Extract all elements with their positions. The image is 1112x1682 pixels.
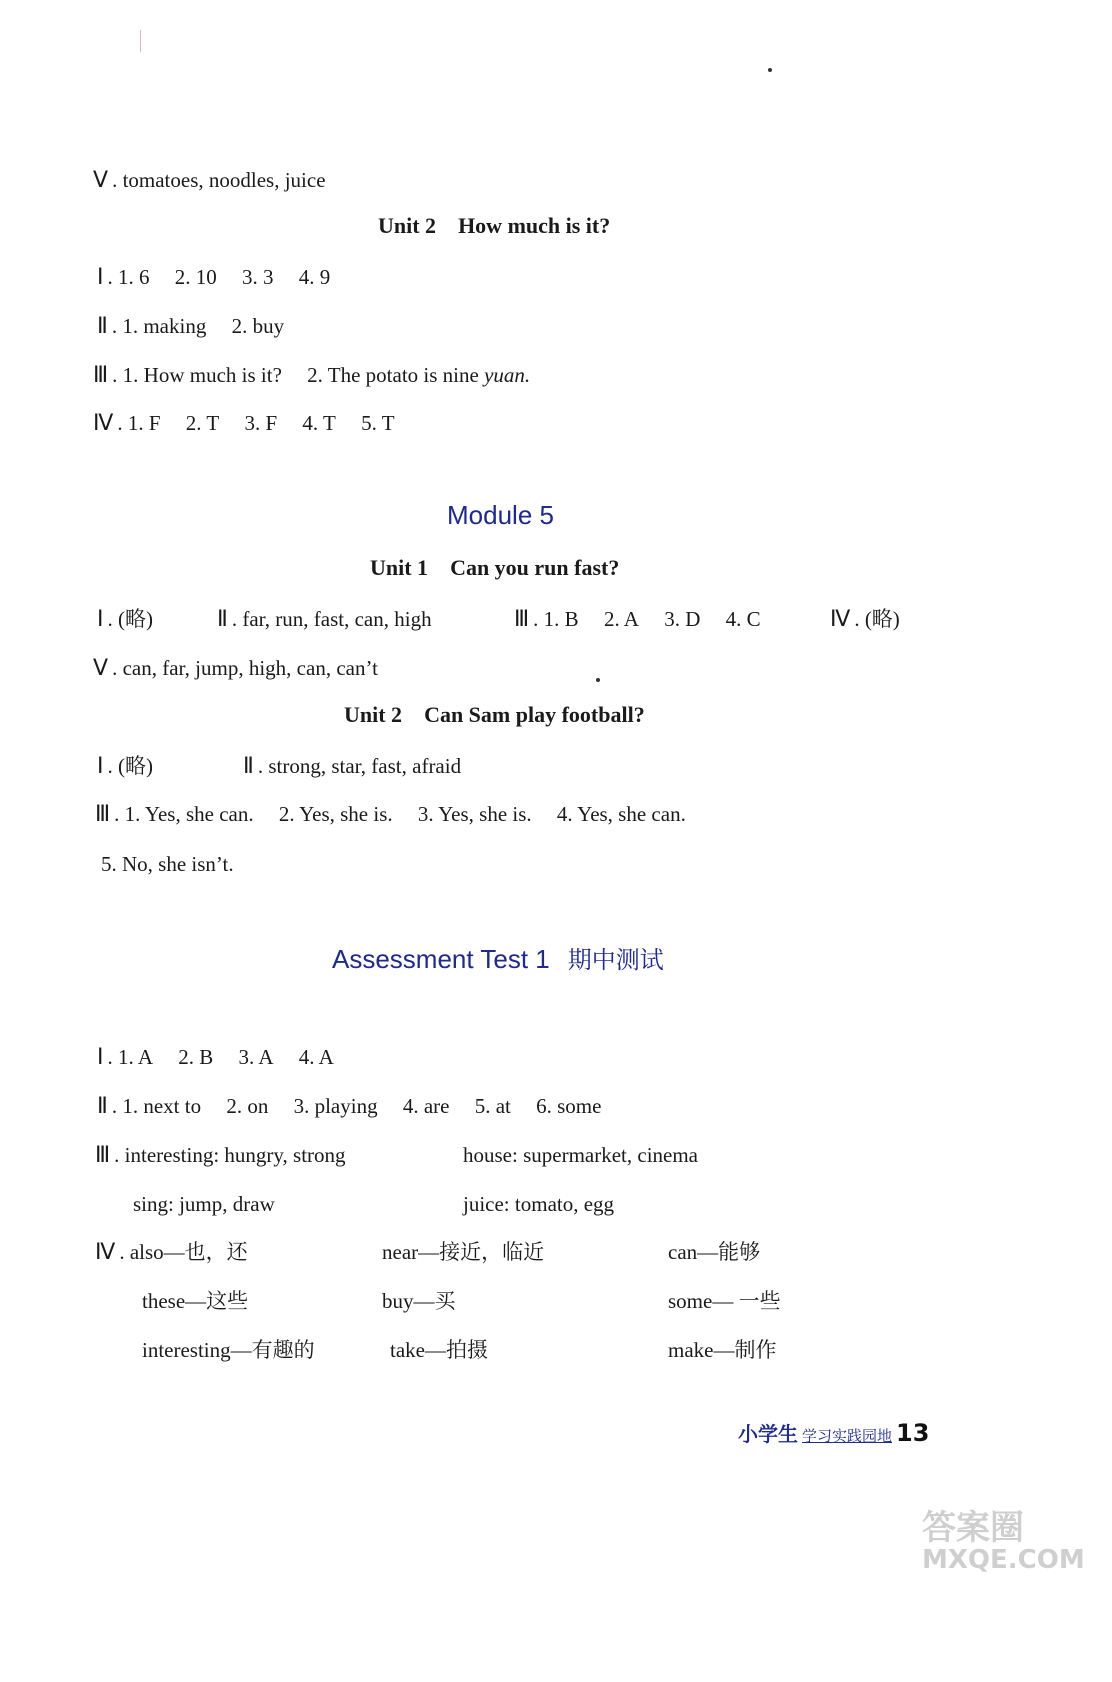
- answer-row-iii: Ⅲ . 1. B 2. A 3. D 4. C: [514, 607, 761, 632]
- footer-subtitle: 学习实践园地: [802, 1427, 893, 1445]
- vocab-item: near—接近，临近: [382, 1240, 545, 1264]
- answer-row-iv: Ⅳ . also—也，还: [95, 1240, 248, 1265]
- footer: [738, 1418, 929, 1447]
- module-title: Module 5: [447, 500, 554, 530]
- speck: [596, 678, 600, 682]
- roman-numeral: Ⅴ: [93, 168, 109, 193]
- vocab-item: make—制作: [668, 1338, 777, 1362]
- speck: [768, 68, 772, 72]
- vocab-item: these—这些: [142, 1289, 249, 1313]
- answer-row-i: Ⅰ . 1. A 2. B 3. A 4. A: [97, 1045, 334, 1070]
- unit-title: Unit 2 How much is it?: [378, 213, 611, 238]
- answer-row-i: Ⅰ . (略): [97, 754, 153, 779]
- unit-title: Unit 2 Can Sam play football?: [344, 702, 645, 727]
- answer-row-iv: Ⅳ . (略): [830, 607, 900, 632]
- watermark-logo: 答案圈: [922, 1508, 1024, 1548]
- watermark-url: MXQE.COM: [922, 1545, 1085, 1575]
- answer-text: tomatoes, noodles, juice: [122, 168, 326, 192]
- answer-row-iii: Ⅲ . 1. How much is it? 2. The potato is nine yuan.: [93, 363, 531, 388]
- vocab-item: buy—买: [382, 1289, 456, 1313]
- vocab-item: take—拍摄: [390, 1338, 488, 1362]
- answer-row-i: Ⅰ . (略): [97, 607, 153, 632]
- answer-row-iii: Ⅲ . interesting: hungry, strong: [95, 1143, 346, 1168]
- answer-row-v: Ⅴ . tomatoes, noodles, juice: [93, 168, 326, 193]
- answer-row-ii: Ⅱ . 1. next to 2. on 3. playing 4. are 5. at 6. some: [97, 1094, 602, 1119]
- answer-row-ii: Ⅱ . 1. making 2. buy: [97, 314, 285, 339]
- page-number: 13: [896, 1419, 930, 1447]
- match-item: house: supermarket, cinema: [463, 1143, 698, 1167]
- vocab-item: some— 一些: [668, 1289, 781, 1313]
- answer-row-ii: Ⅱ . strong, star, fast, afraid: [243, 754, 462, 779]
- unit-title: Unit 1 Can you run fast?: [370, 555, 620, 580]
- vocab-item: can—能够: [668, 1240, 761, 1264]
- answer-row-iii: Ⅲ . 1. Yes, she can. 2. Yes, she is. 3. Yes, she is. 4. Yes, she can.: [95, 802, 686, 827]
- answer-row-iv: Ⅳ . 1. F 2. T 3. F 4. T 5. T: [93, 411, 395, 436]
- match-item: sing: jump, draw: [133, 1192, 275, 1216]
- match-item: juice: tomato, egg: [463, 1192, 615, 1216]
- footer-brand: 小学生: [738, 1422, 798, 1446]
- answer-row-continuation: 5. No, she isn’t.: [101, 852, 234, 876]
- assessment-title: Assessment Test 1 期中测试: [332, 944, 664, 974]
- vocab-item: interesting—有趣的: [142, 1338, 315, 1362]
- answer-row-ii: Ⅱ . far, run, fast, can, high: [217, 607, 432, 632]
- margin-line: [140, 30, 141, 52]
- answer-row-i: Ⅰ . 1. 6 2. 10 3. 3 4. 9: [97, 265, 331, 290]
- answer-row-v: Ⅴ . can, far, jump, high, can, can’t: [93, 656, 378, 681]
